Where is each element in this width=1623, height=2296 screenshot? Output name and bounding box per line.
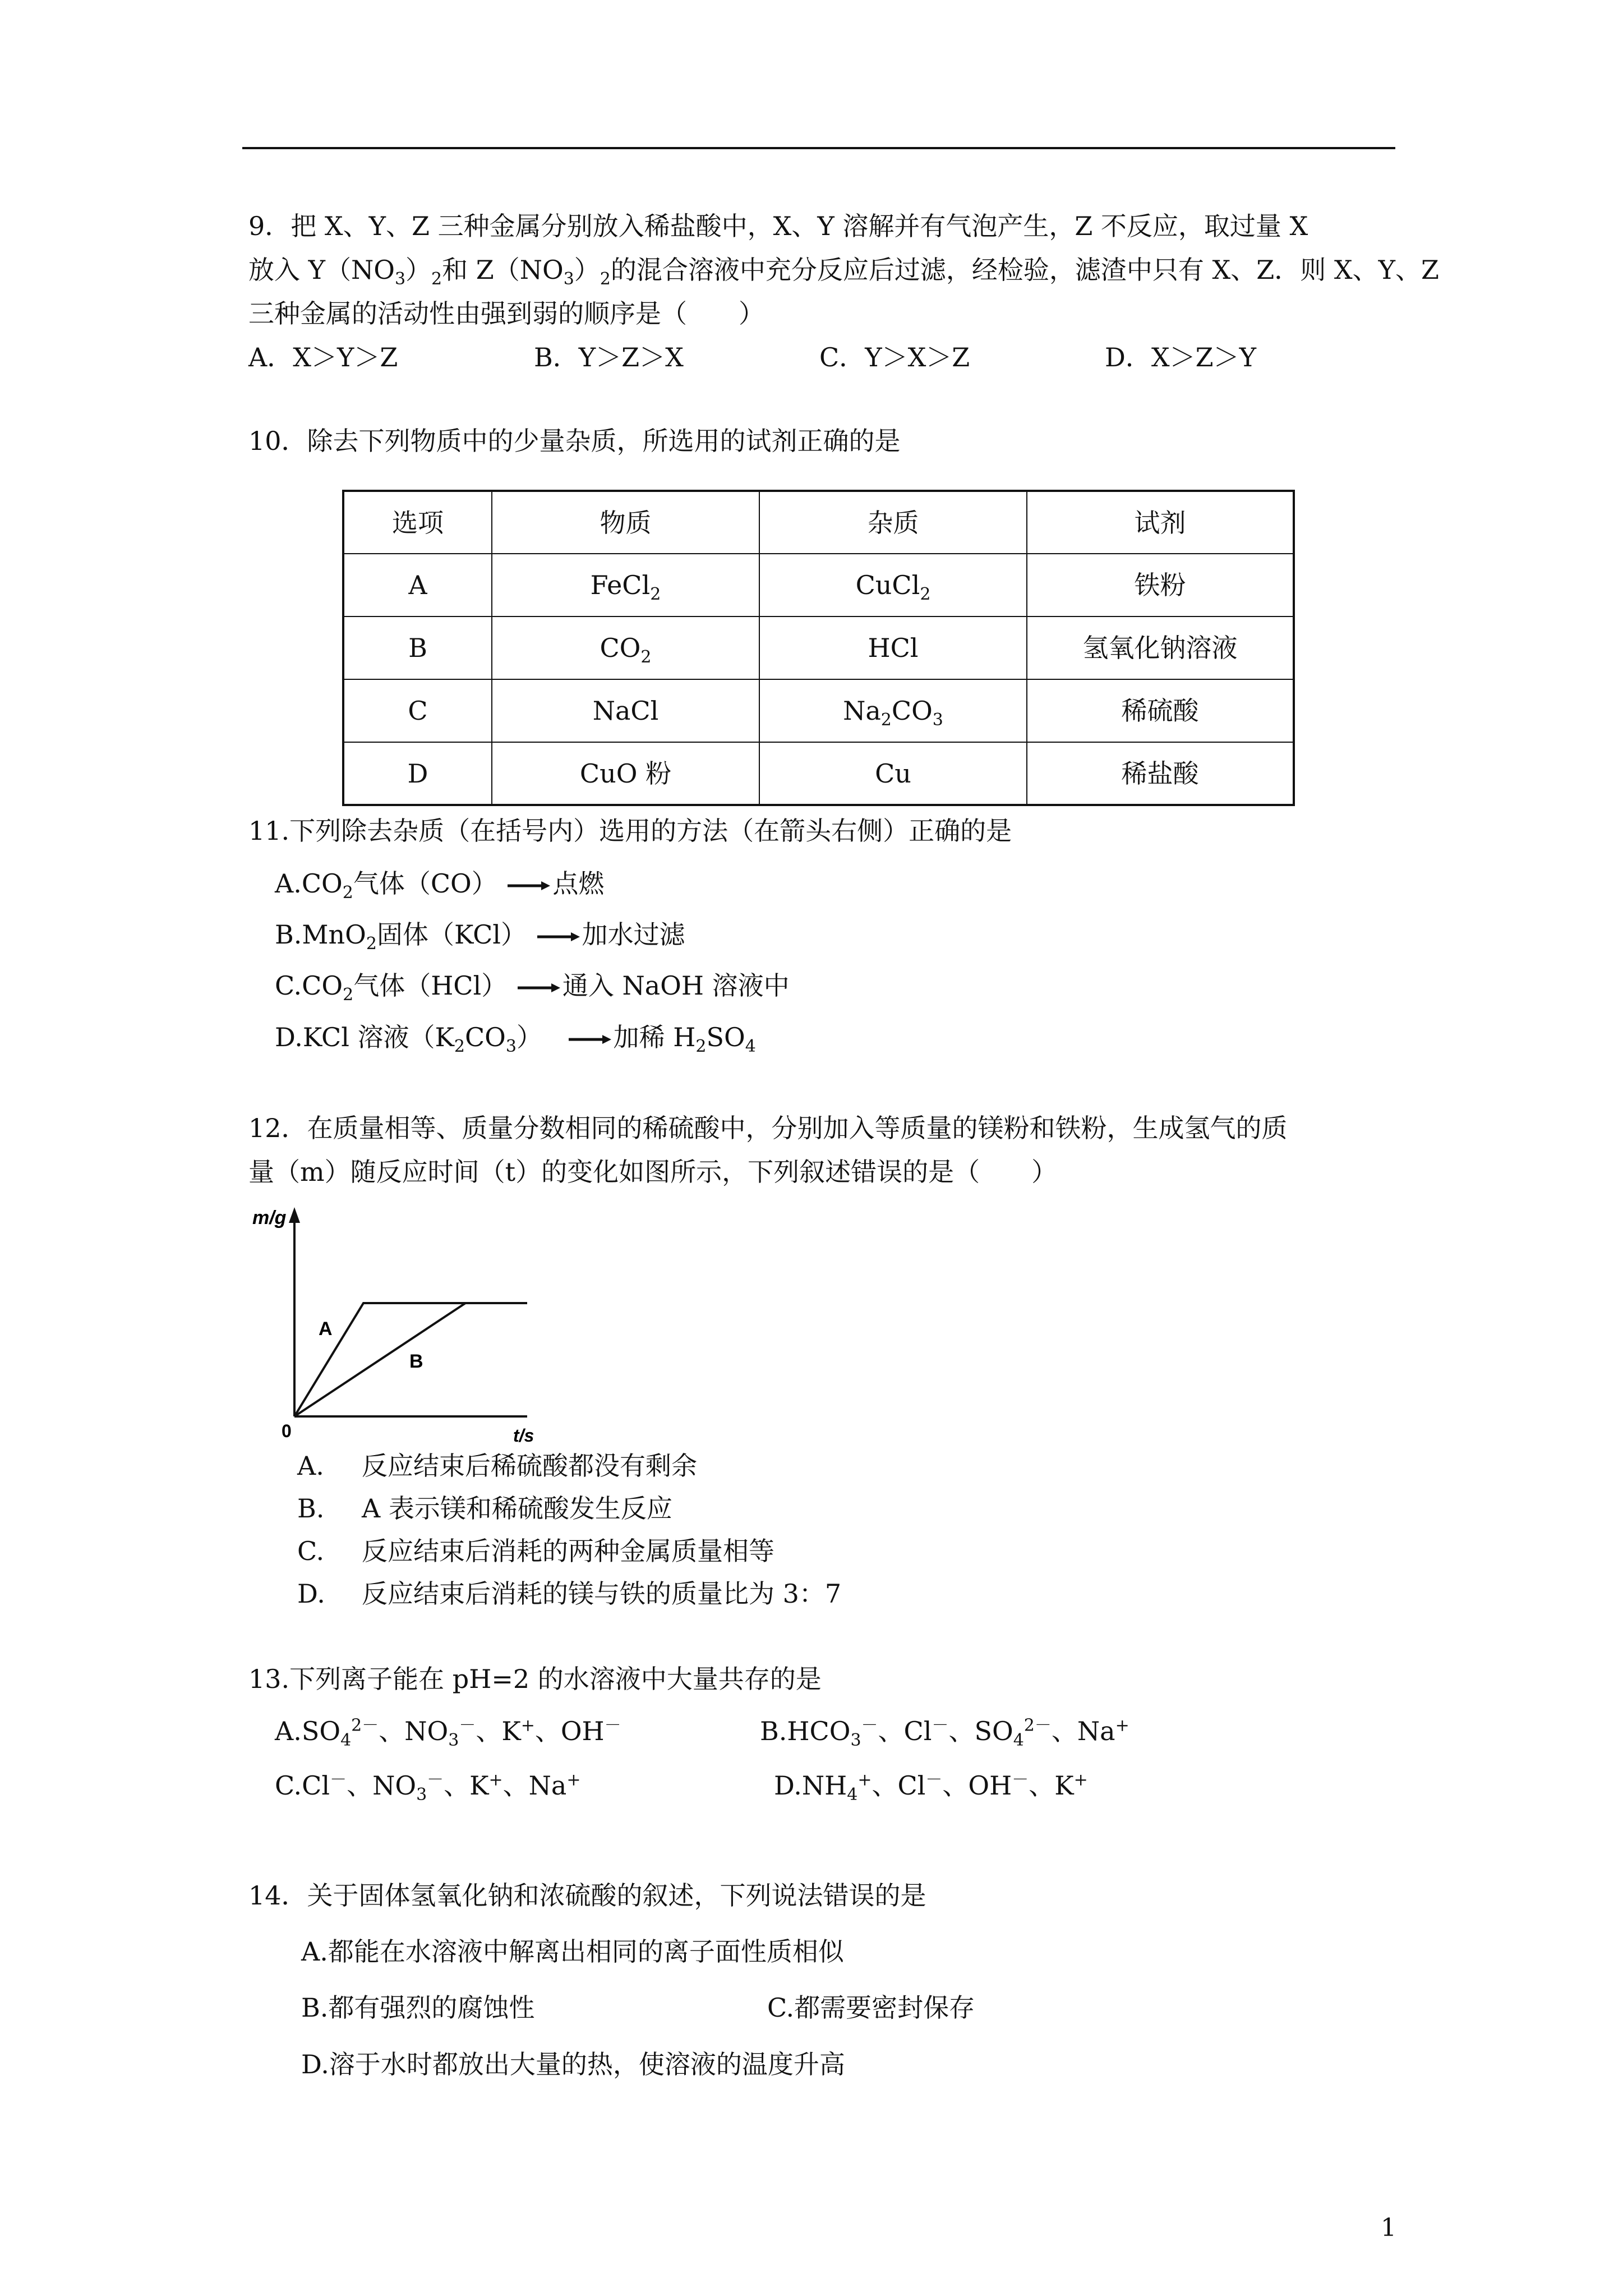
q11-a-formula: A.CO [275,868,343,899]
series-a-label: A [319,1318,333,1340]
q14-stem: 14．关于固体氢氧化钠和浓硫酸的叙述，下列说法错误的是 [248,1880,926,1911]
q13-option-c: C.Cl－、$NO_3^-$、K+、Na+ [275,1770,581,1805]
origin-label: 0 [282,1421,292,1441]
table-cell: B [343,616,492,679]
q12-line-1: 12．在质量相等、质量分数相同的稀硫酸中，分别加入等质量的镁粉和铁粉，生成氢气的质 [248,1113,1288,1143]
table-cell: CuCl$_2$ [759,554,1027,616]
q11-d-impurity: CO [464,1022,506,1052]
table-row [343,679,1294,742]
q13-option-b: $B.HCO_3^-$、Cl－、$SO_4^{2-}$、Na+ [760,1715,1129,1751]
q13-stem: 13.下列离子能在 pH=2 的水溶液中大量共存的是 [248,1664,822,1694]
q11-d-method: 加稀 H [613,1022,696,1052]
q11-c-formula: C.CO [275,970,343,1001]
q12-option-d-label: D. [297,1579,325,1609]
table-header-cell: 试剂 [1027,491,1294,554]
table-cell: 稀盐酸 [1027,742,1294,805]
table-cell: NaCl [492,679,759,742]
table-cell: 铁粉 [1027,554,1294,616]
q13-option-a: $A.SO_4^{2-}$、$NO_3^-$、K+、OH－ [275,1715,621,1751]
q11-option-a: $A.CO_2$气体（CO） 点燃 [275,868,605,903]
q9-option-b: B．Y＞Z＞X [534,342,684,372]
q11-option-c: $C.CO_2$气体（HCl） 通入 NaOH 溶液中 [275,970,790,1005]
q11-d-formula: D.KCl 溶液（K [275,1022,454,1052]
q11-b-method: 加水过滤 [582,919,685,950]
q12-option-c-label: C. [297,1536,325,1566]
table-header-cell: 选项 [343,491,492,554]
q11-option-d: D.KCl 溶液$(K_2CO_3)$ 加稀 $H_2SO_4$ [275,1022,756,1057]
q11-stem: 11.下列除去杂质（在括号内）选用的方法（在箭头右侧）正确的是 [248,816,1012,846]
arrow-right-icon [568,1027,612,1052]
q9-line-1: 9．把 X、Y、Z 三种金属分别放入稀盐酸中，X、Y 溶解并有气泡产生，Z 不反应，取过量 X [248,211,1308,241]
table-cell: 氢氧化钠溶液 [1027,616,1294,679]
hydrogen-mass-graph [236,1200,538,1464]
q13-option-d: $D.NH_4^+$、Cl－、OH－、K+ [774,1770,1088,1805]
q14-option-c: C.都需要密封保存 [767,1993,975,2023]
q9-option-d: D．X＞Z＞Y [1105,342,1256,372]
table-cell: 稀硫酸 [1027,679,1294,742]
table-cell: C [343,679,492,742]
q12-option-b-text: A 表示镁和稀硫酸发生反应 [362,1493,672,1524]
arrow-right-icon [536,924,581,950]
q11-c-impurity: 气体（HCl） [353,970,508,1001]
q12-option-c-text: 反应结束后消耗的两种金属质量相等 [362,1536,774,1566]
q14-option-a: A.都能在水溶液中解离出相同的离子面性质相似 [301,1936,844,1967]
q14-option-b: B.都有强烈的腐蚀性 [301,1993,535,2023]
table-cell: D [343,742,492,805]
table-row [343,616,1294,679]
table-header-cell: 杂质 [759,491,1027,554]
table-cell: A [343,554,492,616]
y-axis-arrow [289,1207,300,1223]
table-header-cell: 物质 [492,491,759,554]
table-cell: Cu [759,742,1027,805]
table-header-row [343,491,1294,554]
q12-option-a-label: A. [297,1451,324,1481]
q10-stem: 10．除去下列物质中的少量杂质，所选用的试剂正确的是 [248,426,901,456]
q14-option-d: D.溶于水时都放出大量的热，使溶液的温度升高 [301,2049,845,2079]
arrow-right-icon [517,975,561,1001]
q9-option-a: A．X＞Y＞Z [248,342,398,372]
page-number: 1 [1381,2214,1396,2242]
q11-a-impurity: 气体（CO） [353,868,497,899]
table-cell: $Na_2CO_3$ [759,679,1027,742]
q9-line-2c: 的混合溶液中充分反应后过滤，经检验，滤渣中只有 X、Z．则 X、Y、Z [610,255,1439,285]
q9-line-3: 三种金属的活动性由强到弱的顺序是（ ） [248,298,764,329]
table-row [343,742,1294,805]
table-cell: CuO 粉 [492,742,759,805]
x-axis-label: t/s [513,1425,534,1446]
reagent-table [342,490,1295,806]
q11-a-method: 点燃 [552,868,605,899]
series-b-label: B [409,1351,423,1372]
table-cell: HCl [759,616,1027,679]
q12-line-2: 量（m）随反应时间（t）的变化如图所示，下列叙述错误的是（ ） [248,1157,1058,1187]
table-cell: $CO_2$ [492,616,759,679]
q11-b-formula: B.MnO [275,919,366,950]
q11-b-impurity: 固体（KCl） [376,919,527,950]
q12-option-a-text: 反应结束后稀硫酸都没有剩余 [362,1451,697,1481]
q12-option-d-text: 反应结束后消耗的镁与铁的质量比为 3：7 [362,1579,842,1609]
q9-option-c: C．Y＞X＞Z [819,342,970,372]
y-axis-label: m/g [252,1207,287,1228]
q9-line-2: 放入 $Y(NO_3)_2$和 $Z(NO_3)_2$的混合溶液中充分反应后过滤，经检验，滤渣中只有 X、Z．则 X、Y、Z [248,255,1439,289]
q9-line-2b: 和 Z（NO [442,255,564,285]
table-cell: FeCl$_2$ [492,554,759,616]
header-rule [242,147,1395,149]
q11-c-method: 通入 NaOH 溶液中 [562,970,790,1001]
q12-option-b-label: B. [297,1493,325,1524]
q11-d-method-2: SO [706,1022,745,1052]
q11-option-b: B.MnO$_2$固体（KCl） 加水过滤 [275,919,685,954]
arrow-right-icon [506,873,551,899]
q11-d-close: ） [517,1022,542,1052]
q9-line-2a: 放入 Y（NO [248,255,395,285]
table-row [343,554,1294,616]
